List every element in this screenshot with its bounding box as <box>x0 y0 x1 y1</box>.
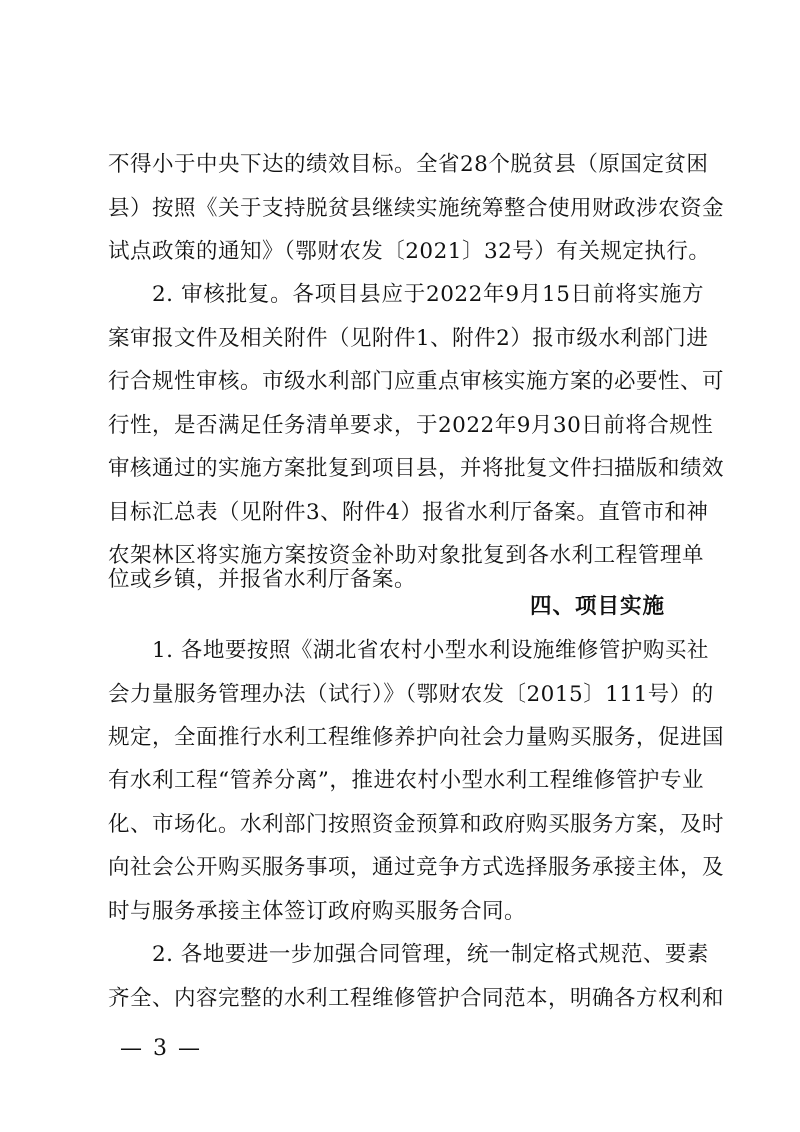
paragraph-1-line-2: 县）按照《关于支持脱贫县继续实施统筹整合使用财政涉农资金 <box>108 196 725 221</box>
paragraph-3-line-6: 向社会公开购买服务事项，通过竞争方式选择服务承接主体，及 <box>108 855 725 880</box>
paragraph-4-line-2: 齐全、内容完整的水利工程维修管护合同范本，明确各方权利和 <box>108 986 725 1011</box>
paragraph-2-line-1: 2. 审核批复。各项目县应于2022年9月15日前将实施方 <box>152 282 704 307</box>
paragraph-3-line-7: 时与服务承接主体签订政府购买服务合同。 <box>108 899 527 924</box>
paragraph-3-line-1: 1. 各地要按照《湖北省农村小型水利设施维修管护购买社 <box>152 638 709 663</box>
paragraph-2-line-4: 行性，是否满足任务清单要求，于2022年9月30日前将合规性 <box>108 413 714 438</box>
paragraph-2-line-8: 位或乡镇，并报省水利厅备案。 <box>108 567 417 592</box>
paragraph-2-line-7: 农架林区将实施方案按资金补助对象批复到各水利工程管理单 <box>108 543 704 568</box>
paragraph-3-line-2: 会力量服务管理办法（试行）》（鄂财农发〔2015〕111号）的 <box>108 682 714 707</box>
paragraph-3-line-3: 规定，全面推行水利工程维修养护向社会力量购买服务，促进国 <box>108 725 725 750</box>
paragraph-2-line-5: 审核通过的实施方案批复到项目县，并将批复文件扫描版和绩效 <box>108 456 725 481</box>
paragraph-4-line-1: 2. 各地要进一步加强合同管理，统一制定格式规范、要素 <box>152 942 709 967</box>
paragraph-2-line-2: 案审报文件及相关附件（见附件1、附件2）报市级水利部门进 <box>108 326 709 351</box>
paragraph-1-line-3: 试点政策的通知》（鄂财农发〔2021〕32号）有关规定执行。 <box>108 239 711 264</box>
section-heading: 四、项目实施 <box>530 594 666 619</box>
paragraph-2-line-3: 行合规性审核。市级水利部门应重点审核实施方案的必要性、可 <box>108 369 725 394</box>
paragraph-3-line-5: 化、市场化。水利部门按照资金预算和政府购买服务方案，及时 <box>108 812 725 837</box>
page-number: — 3 — <box>120 1036 202 1061</box>
paragraph-2-line-6: 目标汇总表（见附件3、附件4）报省水利厅备案。直管市和神 <box>108 500 709 525</box>
paragraph-1-line-1: 不得小于中央下达的绩效目标。全省28个脱贫县（原国定贫困 <box>108 152 709 177</box>
paragraph-3-line-4: 有水利工程“管养分离”，推进农村小型水利工程维修管护专业 <box>108 768 704 793</box>
